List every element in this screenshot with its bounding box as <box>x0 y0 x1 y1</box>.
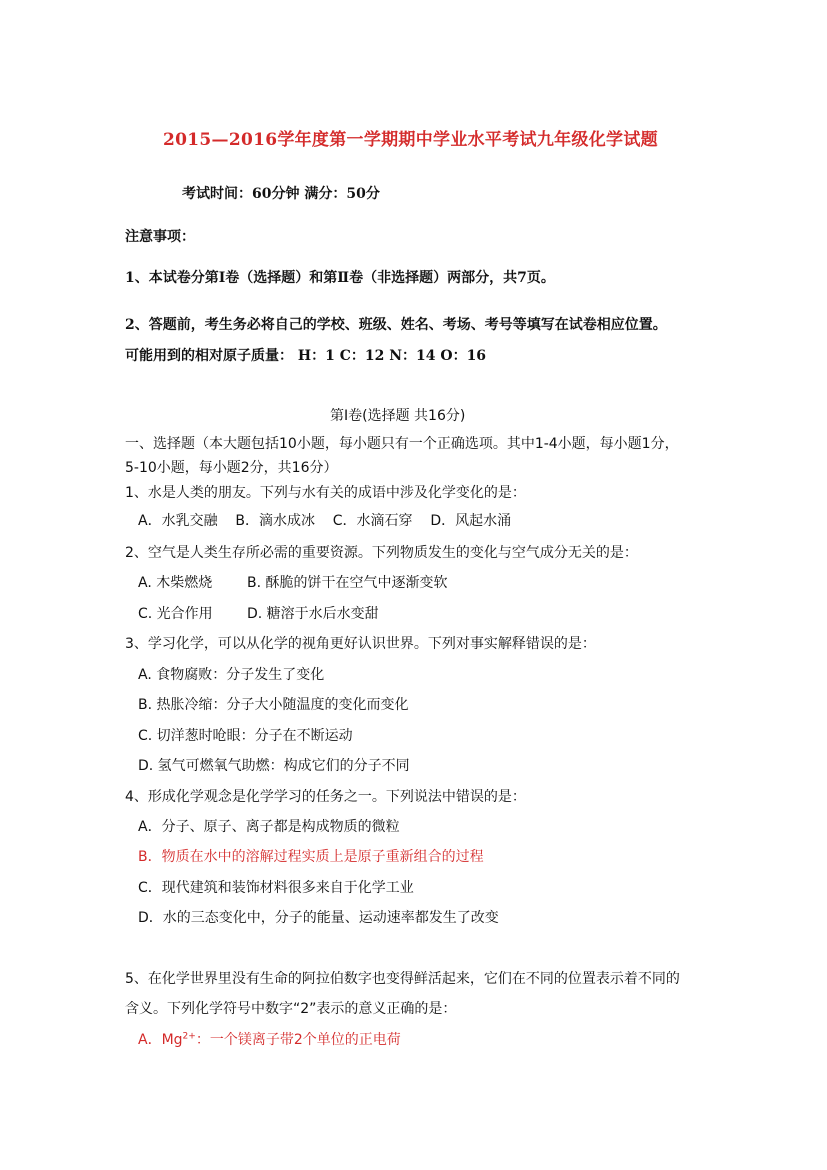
question-2-option-c: C. 光合作用 <box>138 606 213 622</box>
section-intro-line-2: 5-10小题，每小题2分，共16分） <box>125 460 338 476</box>
question-4-option-a: A．分子、原子、离子都是构成物质的微粒 <box>138 819 400 835</box>
question-4-option-d: D．水的三态变化中，分子的能量、运动速率都发生了改变 <box>138 910 499 926</box>
question-5-option-a-answer <box>138 1031 401 1049</box>
question-4-stem: 4、形成化学观念是化学学习的任务之一。下列说法中错误的是： <box>125 789 526 805</box>
notes-heading: 注意事项： <box>125 229 195 245</box>
section-intro-line-1: 一、选择题（本大题包括10小题，每小题只有一个正确选项。其中1-4小题，每小题1分， <box>125 436 679 452</box>
question-3-option-c: C. 切洋葱时呛眼：分子在不断运动 <box>138 728 353 744</box>
section-heading: 第Ⅰ卷(选择题 共16分) <box>330 408 466 424</box>
question-2-option-d: D. 糖溶于水后水变甜 <box>247 606 379 622</box>
question-5-stem-line-1: 5、在化学世界里没有生命的阿拉伯数字也变得鲜活起来，它们在不同的位置表示着不同的 <box>125 971 680 987</box>
notes-item-1: 1、本试卷分第Ⅰ卷（选择题）和第Ⅱ卷（非选择题）两部分，共7页。 <box>125 270 555 286</box>
question-3-option-b: B. 热胀冷缩：分子大小随温度的变化而变化 <box>138 697 409 713</box>
question-1-stem: 1、水是人类的朋友。下列与水有关的成语中涉及化学变化的是： <box>125 485 526 501</box>
question-2-stem: 2、空气是人类生存所必需的重要资源。下列物质发生的变化与空气成分无关的是： <box>125 545 638 561</box>
question-1-options: A．水乳交融 B．滴水成冰 C．水滴石穿 D．风起水涌 <box>138 513 512 529</box>
mg-ion-charge: 2+ <box>182 1031 196 1042</box>
question-2-option-b: B. 酥脆的饼干在空气中逐渐变软 <box>247 575 448 591</box>
question-3-option-a: A. 食物腐败：分子发生了变化 <box>138 667 325 683</box>
exam-title: 2015—2016学年度第一学期期中学业水平考试九年级化学试题 <box>163 130 658 150</box>
question-2-option-a: A. 木柴燃烧 <box>138 575 213 591</box>
question-3-stem: 3、学习化学，可以从化学的视角更好认识世界。下列对事实解释错误的是： <box>125 636 596 652</box>
question-4-option-c: C．现代建筑和装饰材料很多来自于化学工业 <box>138 880 414 896</box>
question-4-option-b-answer: B．物质在水中的溶解过程实质上是原子重新组合的过程 <box>138 849 484 865</box>
question-5-stem-line-2: 含义。下列化学符号中数字“2”表示的意义正确的是： <box>125 1001 457 1017</box>
mg-ion-symbol: A．Mg <box>138 1032 183 1048</box>
exam-time-info: 考试时间：60分钟 满分：50分 <box>182 186 380 202</box>
question-3-option-d: D. 氢气可燃氧气助燃：构成它们的分子不同 <box>138 758 410 774</box>
atomic-mass-info: 可能用到的相对原子质量： H：1 C：12 N：14 O：16 <box>125 348 487 364</box>
notes-item-2: 2、答题前，考生务必将自己的学校、班级、姓名、考场、考号等填写在试卷相应位置。 <box>125 317 667 333</box>
mg-ion-meaning: ：一个镁离子带2个单位的正电荷 <box>195 1032 401 1048</box>
